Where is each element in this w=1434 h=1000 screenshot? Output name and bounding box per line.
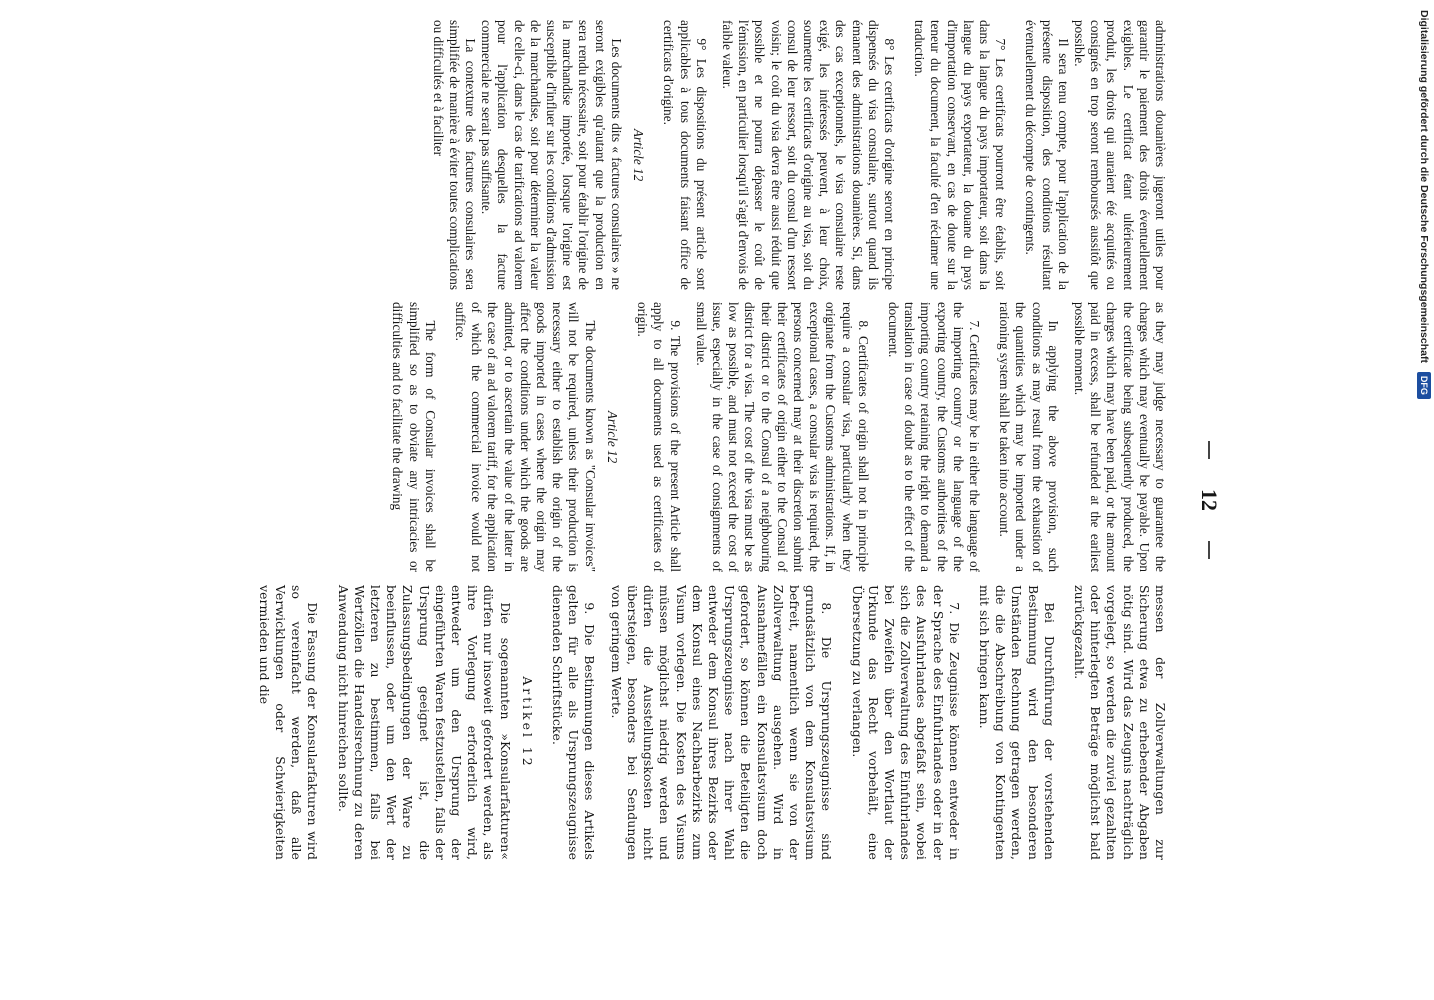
english-column <box>389 302 1168 572</box>
paragraph: 7. Certificates may be in either the language of the importing country or the language of the exporting country, the Customs authorities of the importing country retaining the right to demand a translation in case of doubt as to the effect of the document. <box>885 302 982 572</box>
article-heading: Artikel 12 <box>519 676 535 769</box>
header-dash-right <box>1208 541 1209 559</box>
paragraph: as they may judge necessary to guarantee the charges which may eventually be payable. Upon the certificate being subsequently produced, the charges which may have been paid, or the amount paid in excess, shall be refunded at the earliest possible moment. <box>1071 302 1168 572</box>
paragraph: 7° Les certificats pourront être établis, soit dans la langue du pays importateur, soit dans la langue du pays exportateur, la douane du pays d'importation conservant, en cas de doute sur la teneur du document, la faculté d'en réclamer une traduction. <box>912 20 1009 290</box>
paragraph: 8° Les certificats d'origine seront en principe dispensés du visa consulaire, surtout quand ils émanent des administrations douanières. Si, dans des cas exceptionnels, le visa consulaire reste exigé, les intéressés peuvent, à leur choix, soumettre les certificats d'origine au visa, soit du consul de leur ressort, soit du consul d'un ressort voisin; le coût du visa devra être aussi réduit que possible et ne pourra dépasser le coût de l'émission, en particulier lorsqu'il s'agit d'envois de faible valeur. <box>719 20 897 290</box>
paragraph: The form of Consular invoices shall be simplified so as to obviate any intricacies or difficulties and to facilitate the drawing <box>390 302 438 572</box>
dfg-logo: DFG <box>1417 372 1431 399</box>
paragraph: messen der Zollverwaltungen zur Sicherung etwa zu erhebender Abgaben nötig sind. Wird das Zeugnis nachträglich vorgelegt, so werden die zuviel gezahlten oder hinterlegten Beträge möglichst bald zurückgezahlt. <box>1071 585 1168 860</box>
paragraph: 8. Certificates of origin shall not in principle require a consular visa, particularly when they originate from the Customs administrations. If, in exceptional cases, a consular visa is required, the persons concerned may at their discretion submit their certificates of origin either to the Consul of their district or to the Consul of a neighbouring district for a visa. The cost of the visa must be as low as possible, and must not exceed the cost of issue, especially in the case of consignments of small value. <box>693 302 871 572</box>
header-dash-left <box>1208 441 1209 459</box>
rotated-page-content <box>110 20 1290 980</box>
paragraph: 9. Die Bestimmungen dieses Artikels gelten für alle als Ursprungszeugnisse dienenden Schriftstücke. <box>550 585 598 860</box>
paragraph: Die sogenannten »Konsularfakturen« dürfen nur insoweit gefordert werden, als ihre Vorlegung erforderlich wird, entweder um den Ursprung der eingeführten Waren festzustellen, falls der Ursprung geeignet ist, die Zulassungsbedingungen der Ware zu beeinflussen, oder um den Wert der letzteren zu bestimmen, falls bei Wertzöllen die Handelsrechnung zu deren Anwendung nicht hinreichen sollte. <box>335 585 513 860</box>
article-heading: Article 12 <box>631 128 647 182</box>
french-column <box>429 20 1168 290</box>
digitization-credit <box>1405 10 1434 770</box>
page-number: 12 <box>1197 489 1222 511</box>
paragraph: 9. The provisions of the present Article shall apply to all documents used as certificates of origin. <box>635 302 683 572</box>
article-heading: Article 12 <box>604 410 620 464</box>
paragraph: Bei Durchführung der vorstehenden Bestimmung wird den besonderen Umständen Rechnung getragen werden, die die Abschreibung von Kontingenten mit sich bringen kann. <box>976 585 1057 860</box>
german-column <box>256 585 1168 860</box>
credit-text: Digitalisierung gefördert durch die Deutsche Forschungsgemeinschaft <box>1418 10 1430 363</box>
paragraph: Il sera tenu compte, pour l'application de la présente disposition, des conditions résultant éventuellement du décompte de contingents. <box>1023 20 1071 290</box>
paragraph: Les documents dits « factures consulaires » ne seront exigibles qu'autant que la production en sera rendu nécessaire, soit pour établir l'origine de la marchandise importée, lorsque l'origine est susceptible d'influer sur les conditions d'admission de la marchandise, soit pour déterminer la valeur de celle-ci, dans le cas de tarifications ad valorem pour l'application desquelles la facture commerciale ne serait pas suffisante. <box>479 20 624 290</box>
paragraph: Die Fassung der Konsularfakturen wird so vereinfacht werden, daß alle Verwicklungen oder Schwierigkeiten vermieden und die <box>256 585 321 860</box>
paragraph: La contexture des factures consulaires sera simplifiée de manière à éviter toutes complications ou difficultés et à faciliter <box>430 20 479 290</box>
paragraph: In applying the above provision, such conditions as may result from the exhaustion of the quantities which may be imported under a rationing system shall be taken into account. <box>997 302 1061 572</box>
paragraph: 9° Les dispositions du présent article sont applicables à tous documents faisant office de certificats d'origine. <box>661 20 709 290</box>
paragraph: 8. Die Ursprungszeugnisse sind grundsätzlich von dem Konsulatsvisum befreit, namentlich wenn sie von der Zollverwaltung ausgehen. Wird in Ausnahmefällen ein Konsulatsvisum doch gefordert, so können die Beteiligten die Ursprungszeugnisse nach ihrer Wahl entweder dem Konsul ihres Bezirks oder dem Konsul eines Nachbarbezirks zum Visum vorlegen. Die Kosten des Visums müssen möglichst niedrig werden und dürfen die Ausstellungskosten nicht übersteigen, besonders bei Sendungen von geringem Werte. <box>608 585 835 860</box>
page-header <box>1182 20 1222 980</box>
paragraph: The documents known as "Consular invoices" will not be required, unless their production is necessary either to establish the origin of the goods imported in cases where the origin may affect the conditions under which the goods are admitted, or to ascertain the value of the latter in the case of an ad valorem tariff, for the application of which the commercial invoice would not suffice. <box>453 302 598 572</box>
paragraph: administrations douanières jugeront utiles pour garantir le paiement des droits éventuellement exigibles. Le certificat étant ultérieurement produit, les droits qui auraient été acquittés ou consignés en trop seront remboursés aussitôt que possible. <box>1071 20 1168 290</box>
paragraph: 7. Die Zeugnisse können entweder in der Sprache des Einfuhrlandes oder in der des Ausfuhrlandes abgefaßt sein, wobei sich die Zollverwaltung des Einfuhrlandes bei Zweifeln über den Wortlaut der Urkunde das Recht vorbehält, eine Übersetzung zu verlangen. <box>849 585 962 860</box>
